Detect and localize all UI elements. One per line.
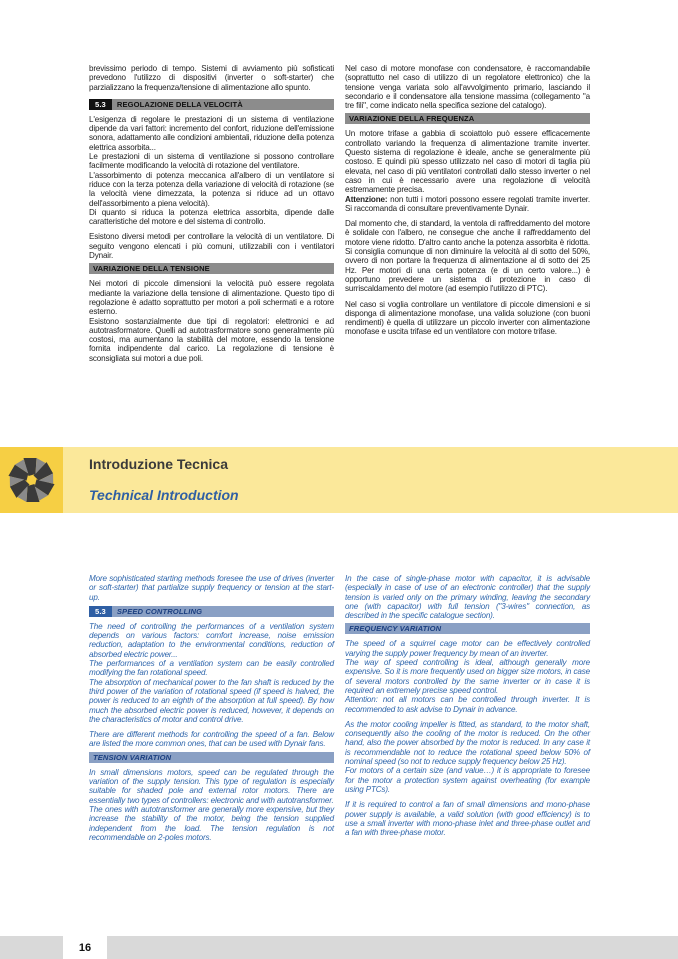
- section-number: 5.3: [89, 606, 112, 617]
- paragraph: Nel caso si voglia controllare un ventilatore di piccole dimensioni e si disponga di alimentazione monofase, una valida soluzione (con buoni rendimenti) è quella di utilizzare un piccolo inverter con alimentazione monofase e uscita trifase ed un ventilatore con motore trifase.: [345, 299, 590, 337]
- italian-right-column: [345, 64, 590, 337]
- page-number: 16: [63, 936, 107, 959]
- paragraph: If it is required to control a fan of small dimensions and mono-phase power supply is available, a valid solution (with good efficiency) is to use a small inverter with mono-phase inlet and three-phase outlet and a fan with three-phase motor.: [345, 800, 590, 838]
- english-right-column: [345, 574, 590, 837]
- subsection-title: TENSION VARIATION: [93, 752, 172, 762]
- paragraph: As the motor cooling impeller is fitted, as standard, to the motor shaft, consequently also the cooling of the motor is reduced. On the other hand, also the power absorbed by the motor is reduced. In any case it is recommendable not to reduce the rotational speed below 50% of nominal speed (so not to reduce supply frequency below 25 Hz).: [345, 719, 590, 767]
- paragraph: More sophisticated starting methods foresee the use of drives (inverter or soft-starter) that partialize supply frequency or tension at the start-up.: [89, 574, 334, 602]
- paragraph: For motors of a certain size (and value…) it is appropriate to foresee for the motor a protection system against overheating (for example using PTCs).: [345, 766, 590, 794]
- subsection-title: FREQUENCY VARIATION: [349, 624, 442, 634]
- band-title-english: Technical Introduction: [89, 487, 239, 503]
- subsection-heading-frequency: [345, 113, 590, 124]
- paragraph: The ones with autotransformer are generally more expensive, but they increase the stability of the motor, being the tension supplied independent from the load. The tension regulation is not recommendable on 2-poles motors.: [89, 804, 334, 842]
- paragraph: Esistono diversi metodi per controllare la velocità di un ventilatore. Di seguito vengono elencati i più comuni, utilizzabili con i ventilatori Dynair.: [89, 232, 334, 261]
- dynair-fan-logo-icon: [0, 447, 63, 513]
- section-number: 5.3: [89, 99, 112, 110]
- section-heading-5-3: [89, 606, 334, 617]
- subsection-title: VARIAZIONE DELLA TENSIONE: [93, 264, 210, 274]
- paragraph: Di quanto si riduca la potenza elettrica assorbita, dipende dalle caratteristiche del motore e del sistema di controllo.: [89, 207, 334, 227]
- english-left-column: [89, 574, 334, 842]
- paragraph: The performances of a ventilation system can be easily controlled modifying the fan rotational speed.: [89, 659, 334, 678]
- section-title: SPEED CONTROLLING: [116, 606, 203, 616]
- italian-left-column: [89, 64, 334, 363]
- attention-text: non tutti i motori possono essere regolati tramite inverter. Si raccomanda di consultare preventivamente Dynair.: [345, 194, 590, 213]
- paragraph: The speed of a squirrel cage motor can be effectively controlled varying the supply power frequency by mean of an inverter.: [345, 639, 590, 658]
- subsection-heading-frequency: [345, 623, 590, 634]
- paragraph: L'esigenza di regolare le prestazioni di un sistema di ventilazione dipende da vari fattori: incremento del confort, riduzione dell'emissione sonora, adattamento alle condizioni ambientali, riduzione della potenza elettrica assorbita...: [89, 114, 334, 152]
- paragraph: In the case of single-phase motor with capacitor, it is advisable (especially in case of use of an electronic controller) that the supply tension is varied only on the primary winding, leaving the secondary one (with capacitor) with full tension ("3-wires" connection, as described in the specific catalogue section).: [345, 574, 590, 621]
- page-footer: [0, 936, 678, 959]
- section-heading-5-3: [89, 99, 334, 110]
- paragraph: Attention: not all motors can be controlled through inverter. It is recommended to ask advise to Dynair in advance.: [345, 695, 590, 714]
- subsection-heading-tension: [89, 263, 334, 274]
- paragraph: Un motore trifase a gabbia di scoiattolo può essere efficacemente controllato variando la frequenza di alimentazione tramite inverter. Questo sistema di regolazione è ideale, anche se generalmente più costoso. E quindi più spesso utilizzato nel caso di motori di taglia più elevata, nel caso di più ventilatori controllati dallo stesso inverter o nel caso in cui è necessario avere una regolazione di velocità estremamente precisa.: [345, 129, 590, 195]
- title-band: [0, 447, 678, 513]
- paragraph: In small dimensions motors, speed can be regulated through the variation of the supply tension. This type of regulation is especially suitable for shaded pole and external rotor motors. There are essentially two types of controllers: electronic and with autotransformer.: [89, 767, 334, 805]
- paragraph: Nel caso di motore monofase con condensatore, è raccomandabile (soprattutto nel caso di utilizzo di un regolatore elettronico) che la tensione venga variata solo all'avvolgimento primario, lasciando il secondario e il condensatore alla tensione massima (collegamento "a tre fili", come indicato nella specifica sezione del catalogo).: [345, 64, 590, 111]
- paragraph: There are different methods for controlling the speed of a fan. Below are listed the more common ones, that can be used with Dynair fans.: [89, 730, 334, 749]
- paragraph: Le prestazioni di un sistema di ventilazione si possono controllare facilmente modificando la velocità di rotazione del ventilatore.: [89, 152, 334, 171]
- paragraph: Esistono sostanzialmente due tipi di regolatori: elettronici e ad autotrasformatore. Quelli ad autotrasformatore sono generalmente più costosi, ma aumentano la stabilità del motore, essendo la tensione fornita indipendente dal carico. La regolazione di tensione è sconsigliata sui motori a due poli.: [89, 316, 334, 363]
- paragraph: The way of speed controlling is ideal, although generally more expensive. So it is more frequently used on bigger size motors, in case of several motors controlled by the same inverter or in case it is required an extremely precise speed control.: [345, 658, 590, 695]
- subsection-heading-tension: [89, 752, 334, 763]
- subsection-title: VARIAZIONE DELLA FREQUENZA: [349, 114, 475, 124]
- paragraph: brevissimo periodo di tempo. Sistemi di avviamento più sofisticati prevedono l'utilizzo di dispositivi (inverter o soft-starter) che parzializzano la frequenza/tensione di alimentazione allo spunto.: [89, 64, 334, 92]
- paragraph: Dal momento che, di standard, la ventola di raffreddamento del motore è solidale con l'albero, ne consegue che anche il raffreddamento del motore viene ridotto. D'altro canto anche la potenza assorbita è ridotta. Si consiglia comunque di non diminuire la velocità al di sotto del 50%, ovvero di non portare la frequenza di alimentazione al di sotto dei 25 Hz. Per motori di una certa potenza (e di un certo valore...) è opportuno prevedere un sistema di protezione in caso di surriscaldamento del motore (ad esempio l'utilizzo di PTC).: [345, 219, 590, 294]
- paragraph: Nei motori di piccole dimensioni la velocità può essere regolata mediante la variazione della tensione di alimentazione. Questo tipo di regolazione è adatto soprattutto per motori a poli schermati e a rotore esterno.: [89, 279, 334, 317]
- paragraph: L'assorbimento di potenza meccanica all'albero di un ventilatore si riduce con la terza potenza della variazione di velocità di rotazione (se la velocità viene dimezzata, la potenza si riduce ad un ottavo dell'assorbimento a piena velocità).: [89, 170, 334, 208]
- paragraph: The absorption of mechanical power to the fan shaft is reduced by the third power of the variation of rotational speed (if speed is halved, the power is reduced to an eighth of the absorption at full speed). By how much the absorbed electric power is reduced, however, it depends on the characteristics of motor and control drive.: [89, 677, 334, 724]
- band-title-italian: Introduzione Tecnica: [89, 456, 228, 472]
- attention-label: Attenzione:: [345, 194, 388, 204]
- paragraph: The need of controlling the performances of a ventilation system depends on various factors: comfort increase, noise emission reduction, adaptation to the environmental conditions, reduction of absorbed electric power...: [89, 621, 334, 659]
- paragraph: [345, 195, 590, 214]
- logo-panel: [0, 447, 63, 513]
- section-title: REGOLAZIONE DELLA VELOCITÀ: [116, 99, 243, 109]
